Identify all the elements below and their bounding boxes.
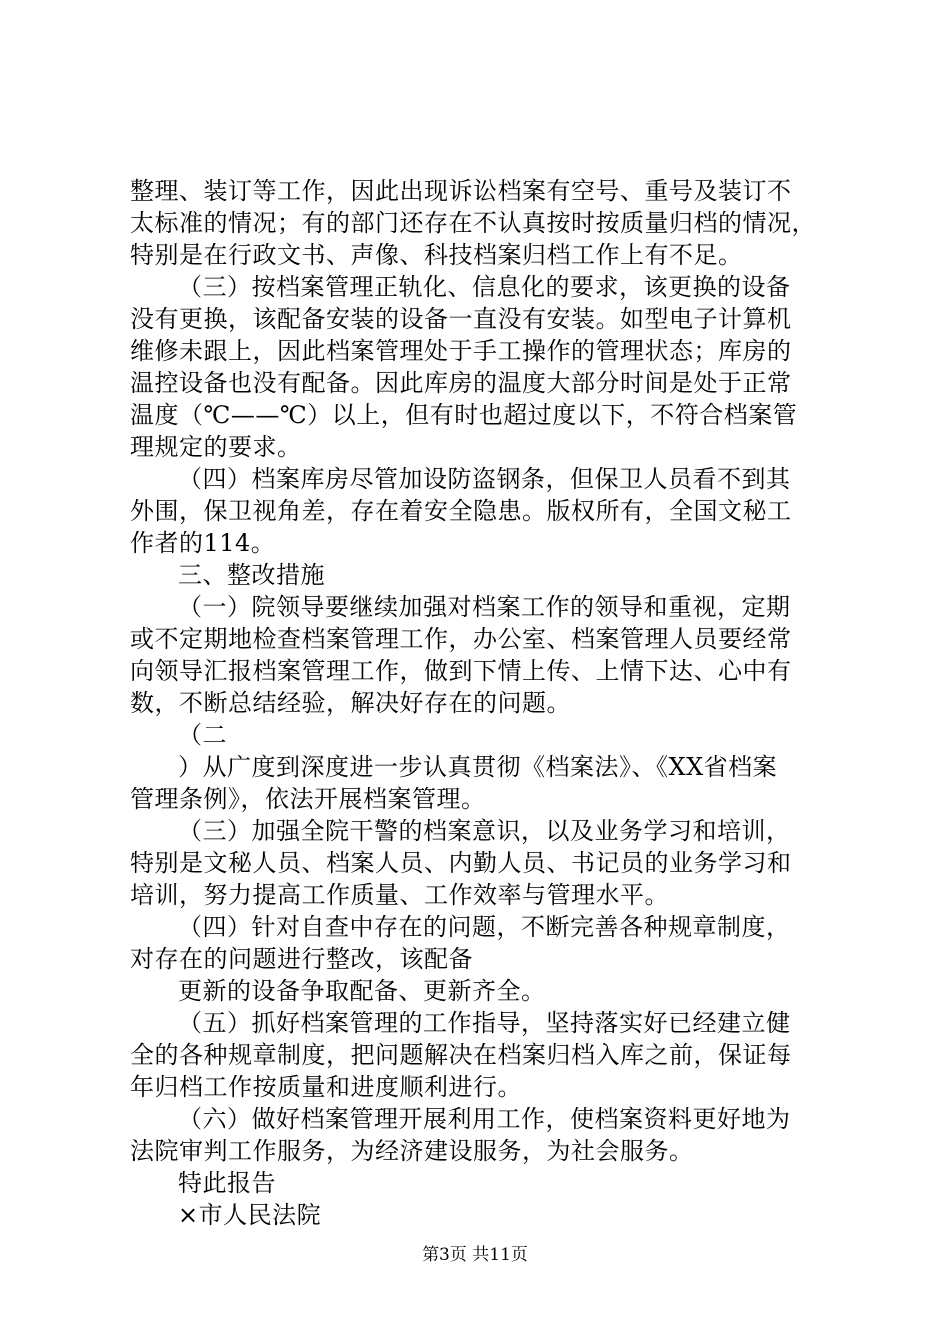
- text-line: 向领导汇报档案管理工作，做到下情上传、上情下达、心中有: [130, 657, 792, 685]
- text-line: ）从广度到深度进一步认真贯彻《档案法》、《XX省档案: [178, 753, 778, 781]
- text-line: 作者的114。: [130, 529, 276, 557]
- text-line: （五）抓好档案管理的工作指导，坚持落实好已经建立健: [178, 1009, 791, 1037]
- text-line: 没有更换，该配备安装的设备一直没有安装。如型电子计算机: [130, 305, 792, 333]
- text-line: 温度（℃——℃）以上，但有时也超过度以下，不符合档案管: [130, 401, 798, 429]
- text-line: 全的各种规章制度，把问题解决在档案归档入库之前，保证每: [130, 1041, 792, 1069]
- text-line: 整理、装订等工作，因此出现诉讼档案有空号、重号及装订不: [130, 177, 792, 205]
- text-line: 对存在的问题进行整改，该配备: [130, 945, 473, 973]
- text-line: （一）院领导要继续加强对档案工作的领导和重视，定期: [178, 593, 791, 621]
- text-line: 年归档工作按质量和进度顺利进行。: [130, 1073, 522, 1101]
- section-heading: 三、整改措施: [178, 561, 325, 589]
- text-line: 培训，努力提高工作质量、工作效率与管理水平。: [130, 881, 669, 909]
- text-line: （三）按档案管理正轨化、信息化的要求，该更换的设备: [178, 273, 791, 301]
- text-line: （三）加强全院干警的档案意识，以及业务学习和培训，: [178, 817, 791, 845]
- text-line: （六）做好档案管理开展利用工作，使档案资料更好地为: [178, 1105, 791, 1133]
- closing-text: 特此报告: [178, 1169, 276, 1197]
- text-line: 更新的设备争取配备、更新齐全。: [178, 977, 546, 1005]
- text-line: 维修未跟上，因此档案管理处于手工操作的管理状态；库房的: [130, 337, 792, 365]
- text-line: 管理条例》，依法开展档案管理。: [130, 785, 486, 813]
- text-line: 温控设备也没有配备。因此库房的温度大部分时间是处于正常: [130, 369, 792, 397]
- page-number-footer: 第3页 共11页: [422, 1245, 528, 1265]
- text-line: 太标准的情况；有的部门还存在不认真按时按质量归档的情况，: [130, 209, 816, 237]
- text-line: （二: [178, 721, 227, 749]
- text-line: （四）档案库房尽管加设防盗钢条，但保卫人员看不到其: [178, 465, 791, 493]
- text-line: 外围，保卫视角差，存在着安全隐患。版权所有，全国文秘工: [130, 497, 792, 525]
- text-line: 特别是在行政文书、声像、科技档案归档工作上有不足。: [130, 241, 743, 269]
- text-line: 理规定的要求。: [130, 433, 302, 461]
- text-line: 数，不断总结经验，解决好存在的问题。: [130, 689, 571, 717]
- text-line: 或不定期地检查档案管理工作，办公室、档案管理人员要经常: [130, 625, 792, 653]
- signature-organization: ×市人民法院: [178, 1201, 322, 1229]
- text-line: 法院审判工作服务，为经济建设服务，为社会服务。: [130, 1137, 694, 1165]
- text-line: 特别是文秘人员、档案人员、内勤人员、书记员的业务学习和: [130, 849, 792, 877]
- text-line: （四）针对自查中存在的问题，不断完善各种规章制度，: [178, 913, 791, 941]
